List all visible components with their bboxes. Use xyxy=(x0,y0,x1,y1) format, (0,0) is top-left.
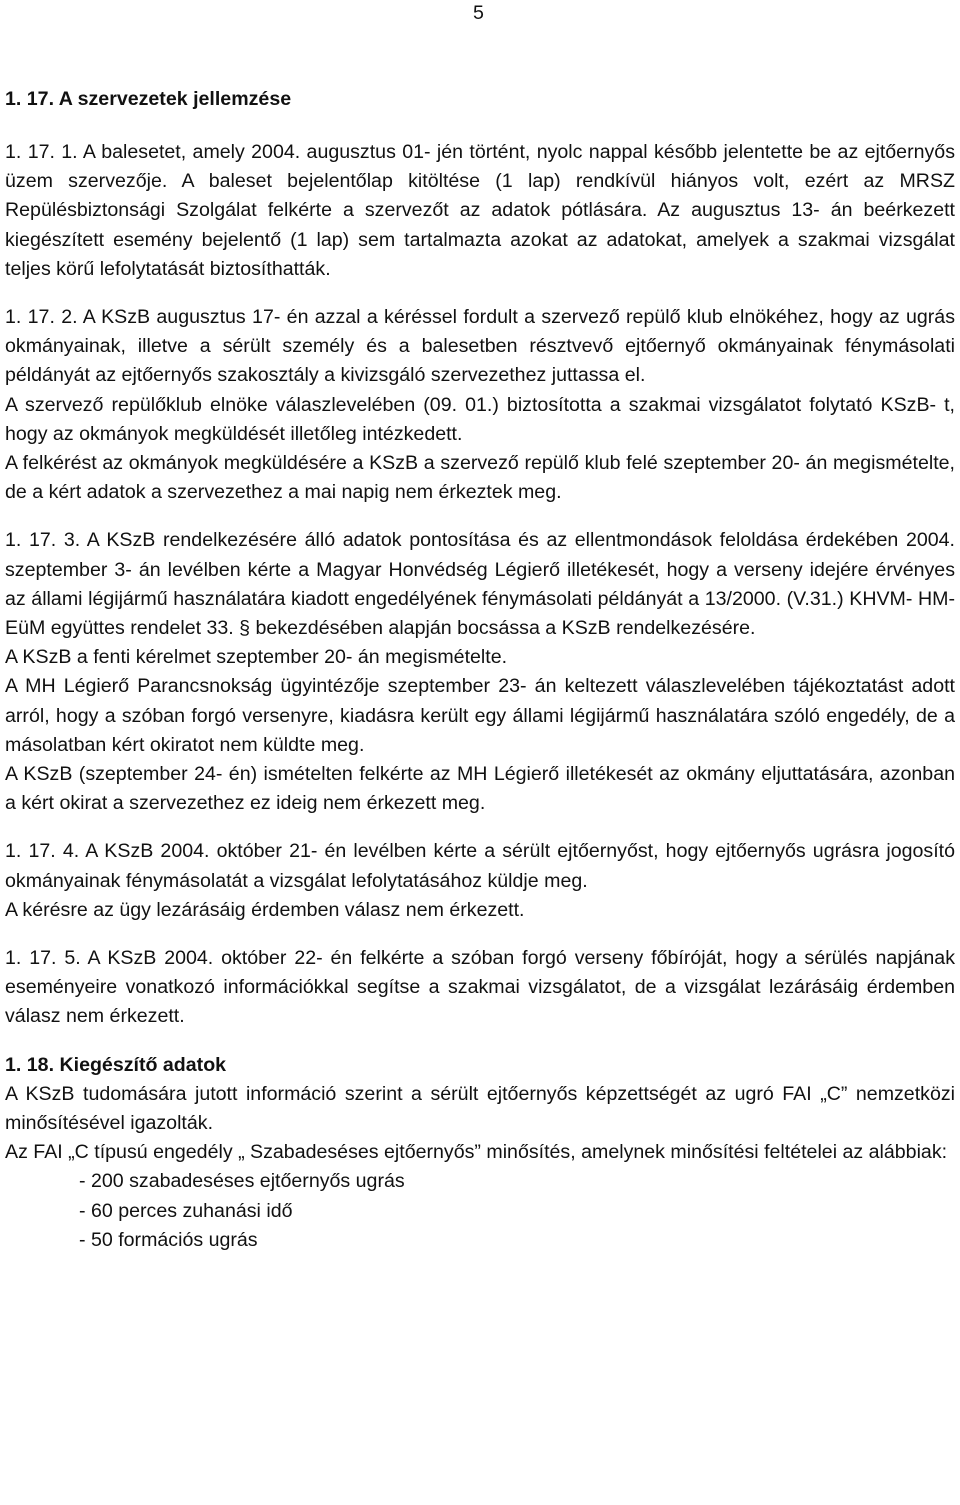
paragraph-1-17-2-reply: A szervező repülőklub elnöke válaszlevelében (09. 01.) biztosította a szakmai vizsgálatot folytató KSzB- t, hogy az okmányok megküldését illetőleg intézkedett. xyxy=(5,393,955,445)
list-item: - 50 formációs ugrás xyxy=(79,1228,258,1251)
paragraph-1-17-3-reply: A MH Légierő Parancsnokság ügyintézője szeptember 23- án keltezett válaszlevelében tájékoztatást adott arról, hogy a szóban forgó versenyre, kiadásra került egy állami légijármű használatára szóló engedély, de a másolatban kért okiratot nem küldte meg. xyxy=(5,675,955,756)
paragraph-1-17-4: 1. 17. 4. A KSzB 2004. október 21- én levélben kérte a sérült ejtőernyőst, hogy ejtőernyős ugrásra jogosító okmányainak fénymásolatát a vizsgálat lefolytatásához küldje meg. xyxy=(5,840,955,892)
section-title: Kiegészítő adatok xyxy=(59,1053,227,1076)
section-number: 1. 18. xyxy=(5,1053,60,1076)
paragraph-1-17-3-repeat: A KSzB a fenti kérelmet szeptember 20- án megismételte. xyxy=(5,646,508,669)
paragraph-1-17-2: 1. 17. 2. A KSzB augusztus 17- én azzal a kéréssel fordult a szervező repülő klub elnökéhez, hogy az ugrás okmányainak, illetve a sérült személy és a balesetben résztvevő ejtőernyő okmányainak fénymásolati példányát az ejtőernyős szakosztály a kivizsgáló szervezethez juttassa el. xyxy=(5,306,955,387)
requirements-list xyxy=(5,1167,955,1255)
section-heading-1-17: 1. 17. A szervezetek jellemzése xyxy=(5,88,292,110)
page-number: 5 xyxy=(473,2,484,24)
list-item: - 60 perces zuhanási idő xyxy=(79,1199,293,1222)
paragraph-1-17-2-repeat: A felkérést az okmányok megküldésére a KSzB a szervező repülő klub felé szeptember 20- án megismételte, de a kért adatok a szervezethez a mai napig nem érkeztek meg. xyxy=(5,452,955,504)
paragraph-1-17-5: 1. 17. 5. A KSzB 2004. október 22- én felkérte a szóban forgó verseny főbíróját, hogy a sérülés napjának eseményeire vonatkozó információkkal segítse a szakmai vizsgálatot, de a vizsgálat lezárásáig érdemben válasz nem érkezett. xyxy=(5,947,955,1028)
paragraph-1-18-requirements: Az FAI „C típusú engedély „ Szabadeséses ejtőernyős” minősítés, amelynek minősítési feltételei az alábbiak: xyxy=(5,1141,948,1164)
section-heading-1-18 xyxy=(5,1051,955,1080)
paragraph-1-17-3-followup: A KSzB (szeptember 24- én) ismételten felkérte az MH Légierő illetékesét az okmány eljuttatására, azonban a kért okirat a szervezethez ez ideig nem érkezett meg. xyxy=(5,763,955,815)
paragraph-1-18-qualification: A KSzB tudomására jutott információ szerint a sérült ejtőernyős képzettségét az ugró FAI „C” nemzetközi minősítésével igazolták. xyxy=(5,1082,955,1134)
paragraph-1-17-1: 1. 17. 1. A balesetet, amely 2004. augusztus 01- jén történt, nyolc nappal később jelentette be az ejtőernyős üzem szervezője. A baleset bejelentőlap kitöltése (1 lap) rendkívül hiányos volt, ezért az MRSZ Repülésbiztonsági Szolgálat felkérte a szervezőt az adatok pótlására. Az augusztus 13- án beérkezett kiegészített esemény bejelentő (1 lap) sem tartalmazta azokat az adatokat, amelyek a szakmai vizsgálat teljes körű lefolytatását biztosíthatták. xyxy=(5,141,955,280)
paragraph-1-17-3: 1. 17. 3. A KSzB rendelkezésére álló adatok pontosítása és az ellentmondások feloldása érdekében 2004. szeptember 3- án levélben kérte a Magyar Honvédség Légierő illetékesét, hogy a verseny idejére érvényes az állami légijármű használatára kiadott engedélyének fénymásolati példányát a 13/2000. (V.31.) KHVM- HM- EüM együttes rendelet 33. § bekezdésében alapján bocsássa a KSzB rendelkezésére. xyxy=(5,529,955,640)
list-item: - 200 szabadeséses ejtőernyős ugrás xyxy=(79,1170,405,1193)
paragraph-1-17-4-result: A kérésre az ügy lezárásáig érdemben válasz nem érkezett. xyxy=(5,898,525,921)
document-body xyxy=(5,85,955,1255)
